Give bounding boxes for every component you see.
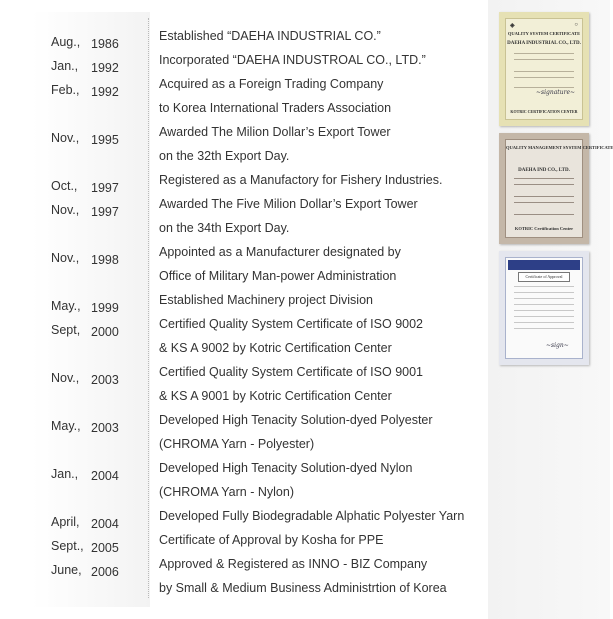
history-description: (CHROMA Yarn - Polyester) <box>159 437 315 451</box>
history-year: 1998 <box>91 253 119 267</box>
history-description: Awarded The Five Milion Dollar’s Export Tower <box>159 197 418 211</box>
history-month: Feb., <box>51 83 80 97</box>
history-year: 1992 <box>91 85 119 99</box>
history-description: Office of Military Man-power Administration <box>159 269 397 283</box>
history-year: 2004 <box>91 517 119 531</box>
history-month: Aug., <box>51 35 81 49</box>
history-year: 1995 <box>91 133 119 147</box>
history-description: Acquired as a Foreign Trading Company <box>159 77 384 91</box>
history-month: Nov., <box>51 251 80 265</box>
history-description: Developed High Tenacity Solution-dyed Polyester <box>159 413 433 427</box>
history-description: on the 32th Export Day. <box>159 149 290 163</box>
history-description: Awarded The Milion Dollar’s Export Tower <box>159 125 391 139</box>
history-month: Nov., <box>51 371 80 385</box>
history-year: 2003 <box>91 373 119 387</box>
history-year: 2003 <box>91 421 119 435</box>
history-year: 1997 <box>91 205 119 219</box>
history-description: & KS A 9002 by Kotric Certification Center <box>159 341 392 355</box>
history-description: on the 34th Export Day. <box>159 221 290 235</box>
history-month: Oct., <box>51 179 78 193</box>
cert2-company: DAEHA IND CO., LTD. <box>518 168 570 173</box>
history-description: to Korea International Traders Association <box>159 101 392 115</box>
history-month: Sept., <box>51 539 84 553</box>
history-description: Registered as a Manufactory for Fishery Industries. <box>159 173 443 187</box>
certificate-image-iso9001 <box>499 133 613 244</box>
history-month: Nov., <box>51 203 80 217</box>
history-description: Appointed as a Manufacturer designated by <box>159 245 401 259</box>
history-year: 2005 <box>91 541 119 555</box>
history-month: Jan., <box>51 59 79 73</box>
history-description: Established Machinery project Division <box>159 293 373 307</box>
history-description: Developed High Tenacity Solution-dyed Nylon <box>159 461 413 475</box>
cert1-company: DAEHA INDUSTRIAL CO., LTD. <box>507 41 581 46</box>
history-month: May., <box>51 299 81 313</box>
history-description: Developed Fully Biodegradable Alphatic Polyester Yarn <box>159 509 465 523</box>
history-description: & KS A 9001 by Kotric Certification Center <box>159 389 392 403</box>
history-month: May., <box>51 419 81 433</box>
timeline-divider <box>148 18 149 598</box>
cert1-footer: KOTRIC CERTIFICATION CENTER <box>510 109 578 114</box>
history-year: 2006 <box>91 565 119 579</box>
history-description: Incorporated “DAEHA INDUSTROAL CO., LTD.” <box>159 53 426 67</box>
history-year: 1992 <box>91 61 119 75</box>
cert1-title: QUALITY SYSTEM CERTIFICATE <box>507 31 581 36</box>
cert3-title-box <box>518 272 570 282</box>
history-month: Nov., <box>51 131 80 145</box>
cert2-title: QUALITY MANAGEMENT SYSTEM CERTIFICATE <box>506 145 613 150</box>
history-description: Certified Quality System Certificate of ISO 9001 <box>159 365 423 379</box>
history-description: (CHROMA Yarn - Nylon) <box>159 485 294 499</box>
history-month: Jan., <box>51 467 79 481</box>
cert2-footer: KOTRIC Certification Center <box>514 226 574 231</box>
history-year: 1986 <box>91 37 119 51</box>
history-month: Sept, <box>51 323 81 337</box>
history-month: June, <box>51 563 82 577</box>
certificate-image-kosha: Certificate of Approval ~sign~ <box>499 251 589 365</box>
history-month: April, <box>51 515 80 529</box>
certificate-image-iso9002: ◈ ○ QUALITY SYSTEM CERTIFICATE DAEHA INDUSTRIAL CO., LTD. ~signature~ KOTRIC CERTIFICATION CENTER <box>499 12 589 126</box>
cert3-title: Certificate of Approval <box>525 274 563 279</box>
history-description: Certified Quality System Certificate of ISO 9002 <box>159 317 423 331</box>
history-year: 1999 <box>91 301 119 315</box>
history-description: Established “DAEHA INDUSTRIAL CO.” <box>159 29 381 43</box>
history-description: by Small & Medium Business Administrtion of Korea <box>159 581 447 595</box>
history-year: 2004 <box>91 469 119 483</box>
history-year: 1997 <box>91 181 119 195</box>
history-description: Certificate of Approval by Kosha for PPE <box>159 533 384 547</box>
history-year: 2000 <box>91 325 119 339</box>
cert3-header-bar <box>508 260 580 270</box>
history-description: Approved & Registered as INNO - BIZ Company <box>159 557 428 571</box>
